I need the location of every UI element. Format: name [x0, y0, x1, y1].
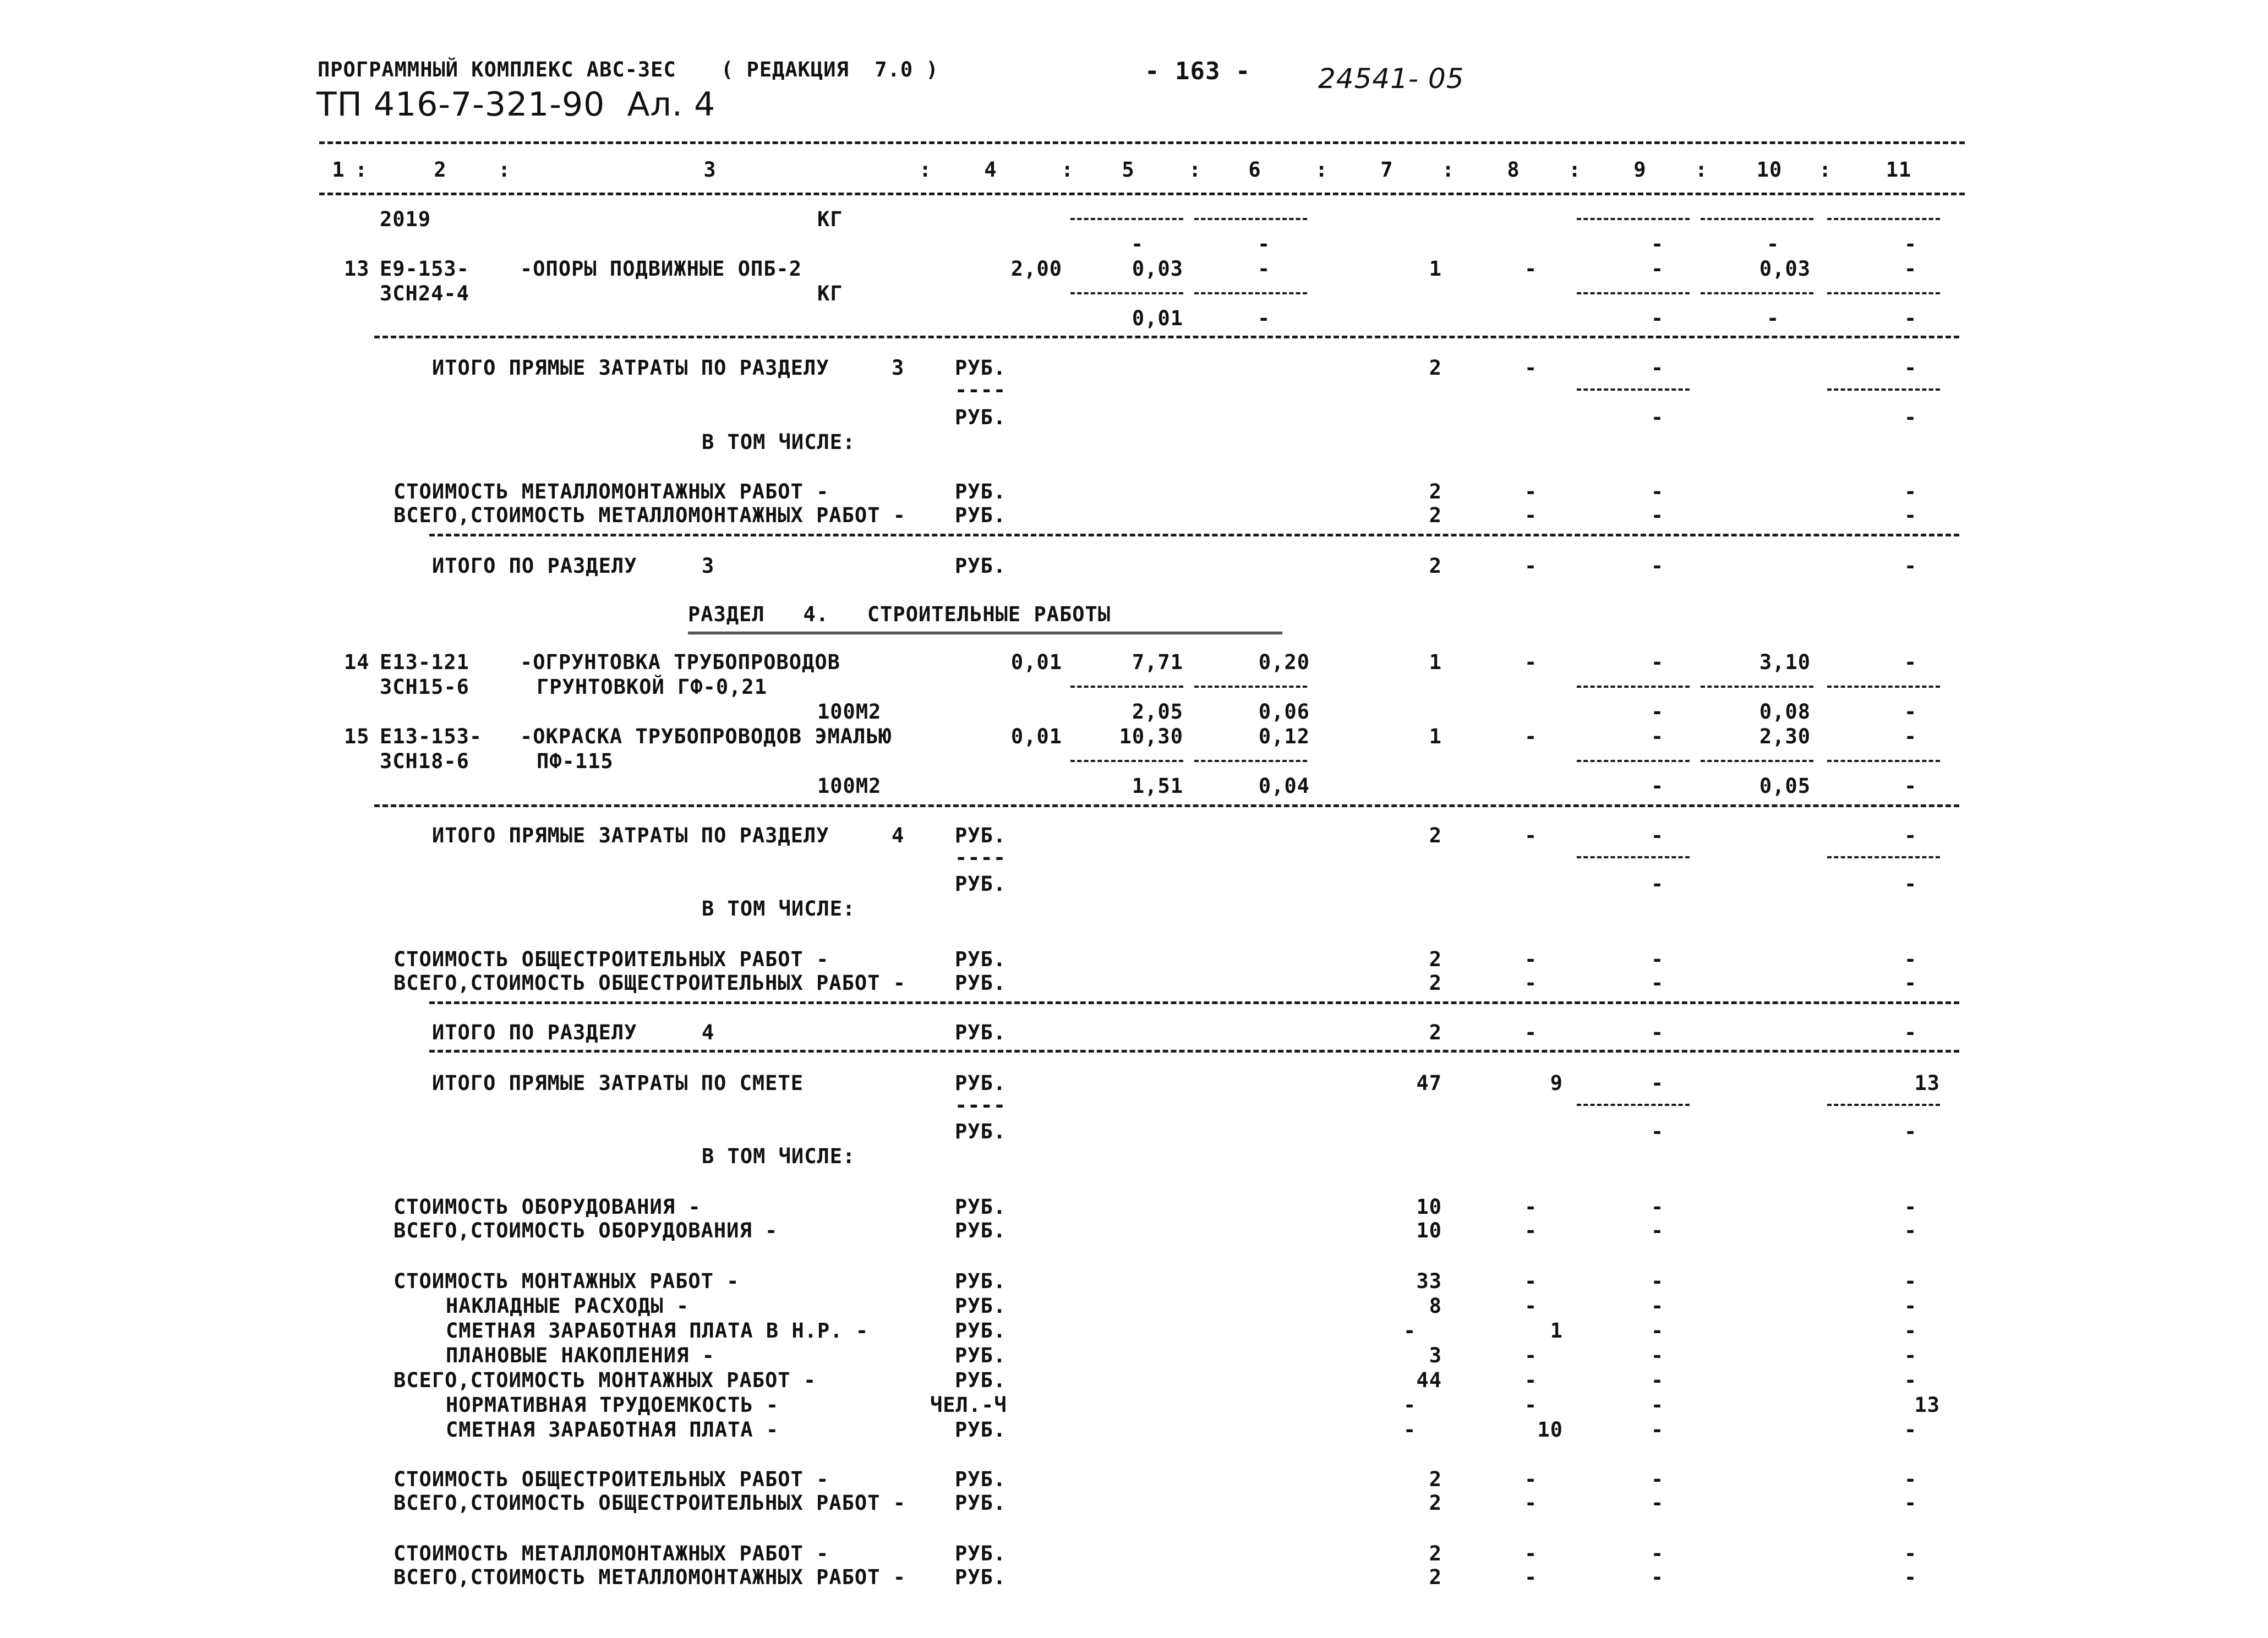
col-1: 1: [332, 158, 345, 182]
estimate-page: ПРОГРАММНЫЙ КОМПЛЕКС АВС-3ЕС ( РЕДАКЦИЯ 7.0 ) - 163 - ТП 416-7-321-90 Ал. 4 24541- 05 1 2 3 4 5 6 7 8 9 10 11 : : : : : : : : : : 2019 КГ - - - - - 13 Е9-153- 3СН24-4 -ОПОРЫ ПОДВИЖНЫЕ ОПБ-2 КГ 2,00 0,03 - 1 - - 0,03 - 0,01 - - - - ИТОГО ПРЯМЫЕ ЗАТРАТЫ ПО РАЗДЕЛУ 3 РУБ. 2 - - - ---- РУБ. - - В ТОМ ЧИСЛЕ: СТОИМОСТЬ МЕТАЛЛОМОНТАЖНЫХ РАБОТ - РУБ. 2 - - - ВСЕГО,СТОИМОСТЬ МЕТАЛЛОМОНТАЖНЫХ РАБОТ - РУБ. 2 - - - ИТОГО ПО РАЗДЕЛУ 3 РУБ. 2 - - - РАЗДЕЛ 4. СТРОИТЕЛЬНЫЕ РАБОТЫ 14 Е13-121 3СН15-6 -ОГРУНТОВКА ТРУБОПРОВОДОВ ГРУНТОВКОЙ ГФ-0,21 0,01 7,71 0,20 1 - - 3,10 - 100М2 2,05 0,06 - 0,08 - 15 Е13-153- 3СН18-6 -ОКРАСКА ТРУБОПРОВОДОВ ЭМАЛЬЮ ПФ-115 0,01 10,30 0,12 1 - - 2,30 - 100М2 1,51 0,04 - 0,05 - ИТОГО ПРЯМЫЕ ЗАТРАТЫ ПО РАЗДЕЛУ 4 РУБ. 2 - - - ---- РУБ. - - В ТОМ ЧИСЛЕ: СТОИМОСТЬ ОБЩЕСТРОИТЕЛЬНЫХ РАБОТ - РУБ. 2 - - - ВСЕГО,СТОИМОСТЬ ОБЩЕСТРОИТЕЛЬНЫХ РАБОТ - РУБ. 2 - - - ИТОГО ПО РАЗДЕЛУ 4 РУБ. 2 - - - ИТОГО ПРЯМЫЕ ЗАТРАТЫ ПО СМЕТЕ РУБ. 47 9 - 13 ---- РУБ. - - В ТОМ ЧИСЛЕ: СТОИМОСТЬ ОБОРУДОВАНИЯ - РУБ. 10 - - - ВСЕГО,СТОИМОСТЬ ОБОРУДОВАНИЯ - РУБ. 10 - - - СТОИМОСТЬ МОНТАЖНЫХ РАБОТ - РУБ. 33 - - - НАКЛАДНЫЕ РАСХОДЫ - РУБ. 8 - - - СМЕТНАЯ ЗАРАБОТНАЯ ПЛАТА В Н.Р. - РУБ. - 1 - - ПЛАНОВЫЕ НАКОПЛЕНИЯ - РУБ. 3 - - - ВСЕГО,СТОИМОСТЬ МОНТАЖНЫХ РАБОТ - РУБ. 44 - - - НОРМАТИВНАЯ ТРУДОЕМКОСТЬ - ЧЕЛ.-Ч - - - 13 СМЕТНАЯ ЗАРАБОТНАЯ ПЛАТА - РУБ. - 10 - - СТОИМОСТЬ ОБЩЕСТРОИТЕЛЬНЫХ РАБОТ - РУБ. 2 - - - ВСЕГО,СТОИМОСТЬ ОБЩЕСТРОИТЕЛЬНЫХ РАБОТ - РУБ. 2 - - - СТОИМОСТЬ МЕТАЛЛОМОНТАЖНЫХ РАБОТ - РУБ. 2 - - - ВСЕГО,СТОИМОСТЬ МЕТАЛЛОМОНТАЖНЫХ РАБОТ - РУБ. 2 - - -: [0, 0, 2268, 1638]
col-2: 2: [434, 158, 447, 182]
col-4: 4: [984, 158, 997, 182]
document-code: ТП 416-7-321-90 Ал. 4: [316, 85, 716, 124]
section4-direct-label: ИТОГО ПРЯМЫЕ ЗАТРАТЫ ПО РАЗДЕЛУ: [432, 824, 829, 847]
col-6: 6: [1248, 158, 1261, 182]
col-3: 3: [703, 158, 717, 182]
handwritten-note: 24541- 05: [1318, 63, 1464, 95]
edition-label: ( РЕДАКЦИЯ 7.0 ): [721, 58, 939, 81]
header-top-rule: [319, 141, 1965, 144]
program-name: ПРОГРАММНЫЙ КОМПЛЕКС АВС-3ЕС: [318, 58, 676, 81]
col-11: 11: [1886, 158, 1912, 182]
section3-total-label: ИТОГО ПО РАЗДЕЛУ: [432, 554, 637, 578]
row-unit: КГ: [817, 207, 843, 231]
page-number: - 163 -: [1145, 57, 1251, 85]
col-7: 7: [1380, 158, 1393, 182]
col-10: 10: [1756, 158, 1783, 182]
col-5: 5: [1122, 158, 1135, 182]
header-bottom-rule: [319, 193, 1965, 195]
section4-total-label: ИТОГО ПО РАЗДЕЛУ: [432, 1021, 637, 1044]
section4-title: РАЗДЕЛ 4. СТРОИТЕЛЬНЫЕ РАБОТЫ: [688, 602, 1111, 626]
section3-direct-label: ИТОГО ПРЯМЫЕ ЗАТРАТЫ ПО РАЗДЕЛУ: [432, 356, 829, 380]
row-code: 2019: [380, 207, 431, 231]
col-9: 9: [1633, 158, 1647, 182]
estimate-direct-label: ИТОГО ПРЯМЫЕ ЗАТРАТЫ ПО СМЕТЕ: [432, 1071, 804, 1095]
col-8: 8: [1507, 158, 1520, 182]
